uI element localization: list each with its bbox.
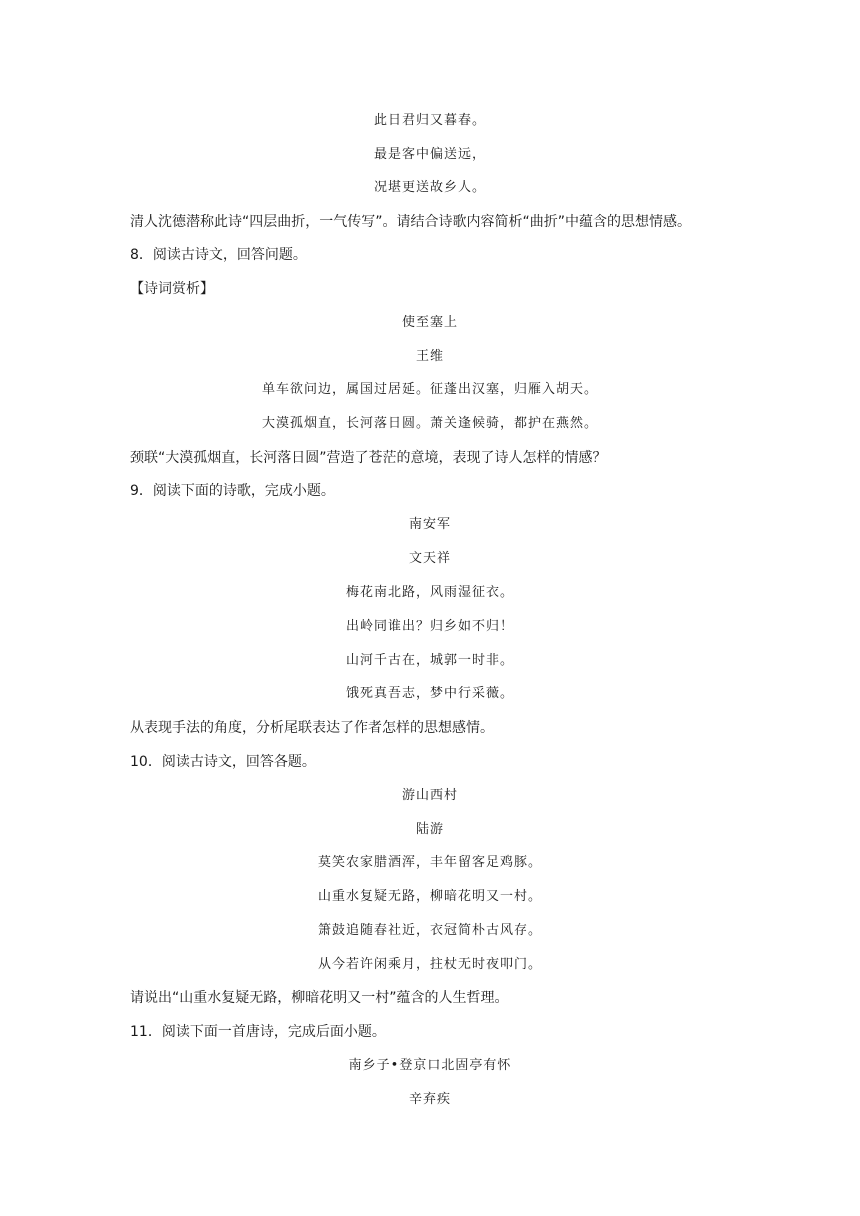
poem-line: 出岭同谁出？归乡如不归！ bbox=[345, 619, 514, 634]
poem-line: 山河千古在，城郭一时非。 bbox=[345, 653, 514, 668]
poem-author: 王维 bbox=[415, 349, 444, 364]
poem-line: 此日君归又暮春。 bbox=[373, 113, 486, 128]
poem-line: 梅花南北路，风雨湿征衣。 bbox=[345, 585, 514, 600]
question-heading: 9．阅读下面的诗歌，完成小题。 bbox=[130, 483, 335, 499]
poem-author: 辛弃疾 bbox=[408, 1092, 451, 1107]
poem-line: 莫笑农家腊酒浑，丰年留客足鸡豚。 bbox=[317, 855, 542, 870]
poem-author: 文天祥 bbox=[408, 551, 451, 566]
poem-line: 最是客中偏送远， bbox=[373, 147, 486, 162]
poem-line: 从今若许闲乘月，拄杖无时夜叩门。 bbox=[317, 957, 542, 972]
poem-line: 况堪更送故乡人。 bbox=[373, 180, 486, 195]
poem-title: 南乡子•登京口北固亭有怀 bbox=[348, 1058, 512, 1073]
poem-line: 箫鼓追随春社近，衣冠简朴古风存。 bbox=[317, 923, 542, 938]
poem-line: 山重水复疑无路，柳暗花明又一村。 bbox=[317, 889, 542, 904]
question-text: 从表现手法的角度，分析尾联表达了作者怎样的思想感情。 bbox=[130, 720, 494, 736]
poem-line: 饿死真吾志，梦中行采薇。 bbox=[345, 686, 514, 701]
question-heading: 10．阅读古诗文，回答各题。 bbox=[130, 754, 316, 770]
section-label: 【诗词赏析】 bbox=[130, 281, 214, 297]
poem-title: 使至塞上 bbox=[401, 315, 458, 330]
question-heading: 8．阅读古诗文，回答问题。 bbox=[130, 247, 307, 263]
question-text: 清人沈德潜称此诗“四层曲折，一气传写”。请结合诗歌内容简析“曲折”中蕴含的思想情感。 bbox=[130, 214, 692, 230]
question-text: 请说出“山重水复疑无路，柳暗花明又一村”蕴含的人生哲理。 bbox=[130, 990, 509, 1006]
question-text: 颈联“大漠孤烟直，长河落日圆”营造了苍茫的意境，表现了诗人怎样的情感？ bbox=[130, 450, 607, 466]
poem-line: 单车欲问边，属国过居延。征蓬出汉塞，归雁入胡天。 bbox=[261, 382, 598, 397]
poem-title: 南安军 bbox=[408, 517, 451, 532]
question-heading: 11．阅读下面一首唐诗，完成后面小题。 bbox=[130, 1024, 386, 1040]
poem-author: 陆游 bbox=[415, 822, 444, 837]
poem-title: 游山西村 bbox=[401, 788, 458, 803]
poem-line: 大漠孤烟直，长河落日圆。萧关逢候骑，都护在燕然。 bbox=[261, 416, 598, 431]
